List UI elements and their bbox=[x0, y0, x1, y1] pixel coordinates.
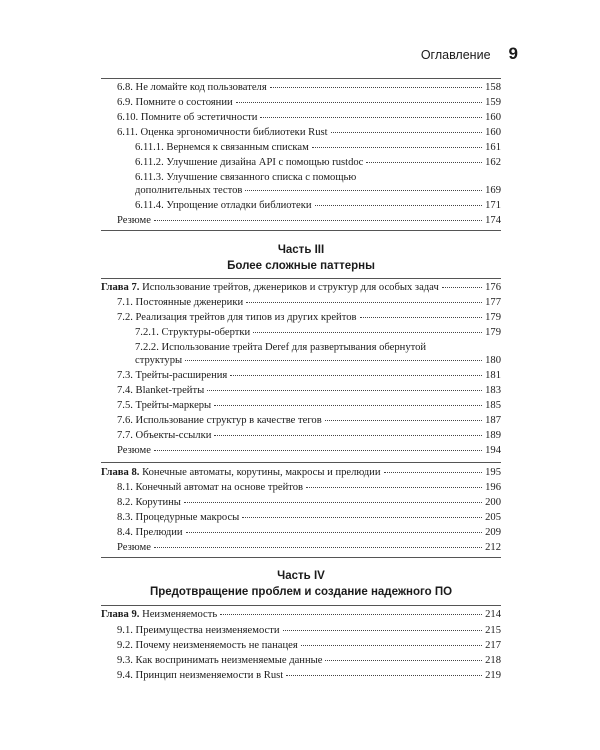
toc-entry[interactable]: 7.5. Трейты-маркеры 185 bbox=[117, 400, 501, 411]
chapter-label: Глава 8. bbox=[101, 467, 140, 478]
toc-summary[interactable]: Резюме 174 bbox=[117, 215, 501, 226]
toc-entry[interactable]: 7.2. Реализация трейтов для типов из других крейтов 179 bbox=[117, 312, 501, 323]
toc-subentry[interactable]: 6.11.4. Упрощение отладки библиотеки 171 bbox=[135, 200, 501, 211]
chapter-label: Глава 9. bbox=[101, 609, 140, 620]
toc-subentry[interactable]: структуры 180 bbox=[135, 355, 501, 366]
toc-subentry-line1[interactable]: 7.2.2. Использование трейта Deref для развертывания обернутой bbox=[135, 342, 427, 353]
toc-entry[interactable]: 8.4. Прелюдии 209 bbox=[117, 527, 501, 538]
toc-subentry[interactable]: 6.11.1. Вернемся к связанным спискам 161 bbox=[135, 142, 501, 153]
part-title: Более сложные паттерны bbox=[227, 260, 375, 272]
toc-subentry[interactable]: 6.11.2. Улучшение дизайна API с помощью rustdoc 162 bbox=[135, 157, 501, 168]
header-title: Оглавление bbox=[420, 48, 491, 62]
part-label: Часть IV bbox=[277, 570, 325, 582]
toc-entry[interactable]: 6.8. Не ломайте код пользователя 158 bbox=[117, 82, 501, 93]
toc-entry[interactable]: 6.10. Помните об эстетичности 160 bbox=[117, 112, 501, 123]
toc-chapter[interactable]: Глава 8. Конечные автоматы, корутины, макросы и прелюдии 195 bbox=[101, 467, 501, 478]
toc-entry[interactable]: 7.4. Blanket-трейты 183 bbox=[117, 385, 501, 396]
toc-subentry[interactable]: 7.2.1. Структуры-обертки 179 bbox=[135, 327, 501, 338]
toc-summary[interactable]: Резюме 212 bbox=[117, 542, 501, 553]
divider bbox=[101, 78, 501, 79]
toc-chapter[interactable]: Глава 7. Использование трейтов, дженериков и структур для особых задач 176 bbox=[101, 282, 501, 293]
part-label: Часть III bbox=[277, 244, 325, 256]
toc-entry[interactable]: 8.3. Процедурные макросы 205 bbox=[117, 512, 501, 523]
part-title: Предотвращение проблем и создание надежного ПО bbox=[149, 586, 453, 598]
toc-entry[interactable]: 9.4. Принцип неизменяемости в Rust 219 bbox=[117, 670, 501, 681]
toc-entry[interactable]: 7.3. Трейты-расширения 181 bbox=[117, 370, 501, 381]
header-page-number: 9 bbox=[508, 44, 518, 63]
divider bbox=[101, 230, 501, 231]
chapter-label: Глава 7. bbox=[101, 282, 140, 293]
toc-entry[interactable]: 6.9. Помните о состоянии 159 bbox=[117, 97, 501, 108]
toc-entry[interactable]: 7.6. Использование структур в качестве тегов 187 bbox=[117, 415, 501, 426]
toc-subentry[interactable]: дополнительных тестов 169 bbox=[135, 185, 501, 196]
divider bbox=[101, 278, 501, 279]
toc-entry[interactable]: 9.2. Почему неизменяемость не панацея 217 bbox=[117, 640, 501, 651]
toc-entry[interactable]: 7.7. Объекты-ссылки 189 bbox=[117, 430, 501, 441]
toc-entry[interactable]: 8.2. Корутины 200 bbox=[117, 497, 501, 508]
toc-summary[interactable]: Резюме 194 bbox=[117, 445, 501, 456]
toc-entry[interactable]: 6.11. Оценка эргономичности библиотеки Rust 160 bbox=[117, 127, 501, 138]
toc-entry[interactable]: 9.3. Как воспринимать неизменяемые данные 218 bbox=[117, 655, 501, 666]
divider bbox=[101, 605, 501, 606]
toc-entry[interactable]: 7.1. Постоянные дженерики 177 bbox=[117, 297, 501, 308]
running-header bbox=[421, 44, 518, 64]
toc-entry[interactable]: 8.1. Конечный автомат на основе трейтов 196 bbox=[117, 482, 501, 493]
divider bbox=[101, 462, 501, 463]
toc-chapter[interactable]: Глава 9. Неизменяемость 214 bbox=[101, 609, 501, 620]
toc-subentry-line1[interactable]: 6.11.3. Улучшение связанного списка с помощью bbox=[135, 172, 357, 183]
divider bbox=[101, 557, 501, 558]
toc-entry[interactable]: 9.1. Преимущества неизменяемости 215 bbox=[117, 625, 501, 636]
